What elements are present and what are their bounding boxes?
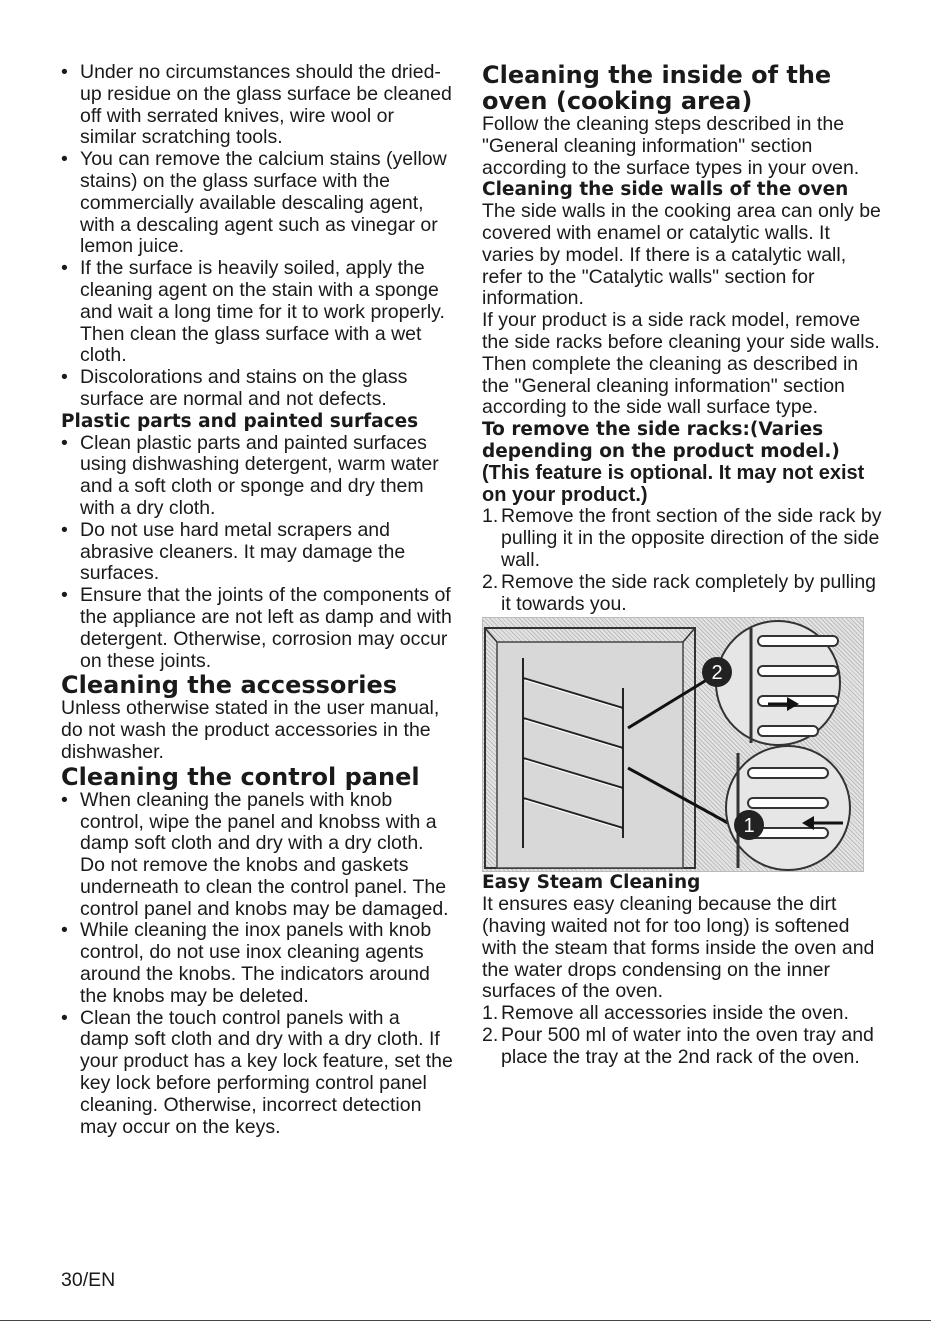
page-number: 30/EN [61, 1269, 116, 1291]
bottom-divider [0, 1320, 931, 1321]
list-item: • While cleaning the inox panels with knob control, do not use inox cleaning agents around the knobs. The indicators around the knobs may be deleted. [61, 920, 453, 1007]
easy-steam-text: It ensures easy cleaning because the dirt (having waited not for too long) is softened with the steam that forms inside the oven and the water drops condensing on the inner surfaces of the oven. [482, 893, 875, 1003]
marker-1-label: 1 [743, 815, 755, 838]
oven-rack-drawing [483, 618, 863, 871]
step-text: Pour 500 ml of water into the oven tray and place the tray at the 2nd rack of the oven. [501, 1023, 874, 1068]
step-text: Remove the front section of the side rack by pulling it in the opposite direction of the side wall. [501, 505, 882, 571]
step-number: 2. [482, 570, 499, 593]
right-column [482, 62, 882, 1069]
side-rack-text: If your product is a side rack model, remove the side racks before cleaning your side walls. Then complete the cleaning as described in the "General cleaning information" section according to the side wall surface type. [482, 309, 880, 419]
side-rack-removal-illustration [482, 617, 864, 872]
step-item [482, 1003, 882, 1025]
list-item: • You can remove the calcium stains (yellow stains) on the glass surface with the commercially available descaling agent, with a descaling agent such as vinegar or lemon juice. [61, 149, 453, 258]
list-item: • Clean plastic parts and painted surfaces using dishwashing detergent, warm water and a soft cloth or sponge and dry them with a dry cloth. [61, 433, 453, 520]
remove-racks-steps [482, 506, 882, 615]
step-number: 1. [482, 1002, 499, 1025]
list-item: • Under no circumstances should the dried-up residue on the glass surface be cleaned off with serrated knives, wire wool or similar scratching tools. [61, 62, 453, 149]
step-number: 2. [482, 1023, 499, 1046]
step-item [482, 506, 882, 571]
remove-racks-heading: To remove the side racks:(Varies depending on the product model.) [482, 419, 840, 462]
plastic-parts-heading: Plastic parts and painted surfaces [61, 410, 419, 432]
easy-steam-heading: Easy Steam Cleaning [482, 872, 701, 894]
left-column [61, 62, 453, 1138]
step-item [482, 1025, 882, 1069]
glass-cleaning-list [61, 62, 453, 411]
list-item: • Do not use hard metal scrapers and abrasive cleaners. It may damage the surfaces. [61, 520, 453, 585]
step-item [482, 572, 882, 616]
step-text: Remove the side rack completely by pulling it towards you. [501, 570, 877, 615]
control-panel-list [61, 790, 453, 1139]
inside-oven-heading: Cleaning the inside of the oven (cooking area) [482, 61, 832, 115]
list-item: • Ensure that the joints of the components of the appliance are not left as damp and with detergent. Otherwise, corrosion may occur on these joints. [61, 585, 453, 672]
marker-2-label: 2 [711, 662, 723, 685]
list-item: • Discolorations and stains on the glass surface are normal and not defects. [61, 367, 453, 411]
list-item: • If the surface is heavily soiled, apply the cleaning agent on the stain with a sponge and wait a long time for it to work properly. Then clean the glass surface with a wet cloth. [61, 258, 453, 367]
side-walls-heading: Cleaning the side walls of the oven [482, 179, 849, 201]
control-panel-heading: Cleaning the control panel [61, 762, 420, 791]
side-walls-text: The side walls in the cooking area can only be covered with enamel or catalytic walls. It varies by model. If there is a catalytic wall, refer to the "Catalytic walls" section for information. [482, 200, 881, 310]
optional-note: (This feature is optional. It may not exist on your product.) [482, 461, 865, 506]
accessories-text: Unless otherwise stated in the user manual, do not wash the product accessories in the dishwasher. [61, 697, 440, 763]
list-item: • When cleaning the panels with knob control, wipe the panel and knobss with a damp soft cloth and dry with a dry cloth. Do not remove the knobs and gaskets underneath to clean the control panel. The control panel and knobs may be damaged. [61, 790, 453, 921]
plastic-parts-list [61, 433, 453, 673]
step-number: 1. [482, 505, 499, 528]
step-text: Remove all accessories inside the oven. [501, 1002, 849, 1025]
easy-steam-steps [482, 1003, 882, 1068]
list-item: • Clean the touch control panels with a damp soft cloth and dry with a dry cloth. If your product has a key lock feature, set the key lock before performing control panel cleaning. Otherwise, incorrect detection may occur on the keys. [61, 1008, 453, 1139]
inside-oven-text: Follow the cleaning steps described in the "General cleaning information" section according to the surface types in your oven. [482, 113, 860, 179]
accessories-heading: Cleaning the accessories [61, 671, 398, 700]
